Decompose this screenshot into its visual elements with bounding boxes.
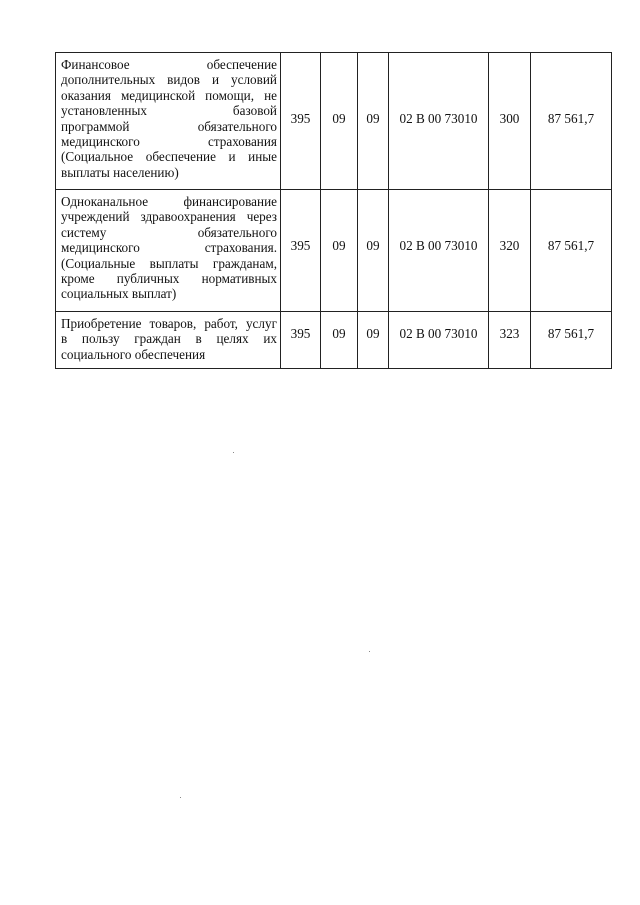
gr-code: 395 (290, 238, 311, 253)
expense-type-cell (489, 312, 531, 369)
subsection-cell (358, 312, 389, 369)
row-description (56, 312, 281, 369)
section-cell (321, 312, 358, 369)
table-row (56, 312, 612, 369)
expense-type-cell (489, 53, 531, 190)
table-row (56, 53, 612, 190)
scan-speck (180, 797, 181, 798)
scan-speck (233, 452, 234, 453)
subsection-cell (358, 53, 389, 190)
amount-cell (531, 190, 612, 312)
section-code: 09 (332, 326, 346, 341)
gr-code-cell (281, 190, 321, 312)
description-line: дополнительных видов и условий (61, 72, 277, 88)
section-code: 09 (332, 238, 346, 253)
row-description (56, 53, 281, 190)
description-line: Приобретение товаров, работ, услуг (61, 316, 277, 331)
amount-value: 87 561,7 (547, 238, 595, 253)
description-line: медицинского страхования. (61, 240, 277, 256)
description-line: социальных выплат) (61, 286, 177, 302)
expense-type-cell (489, 190, 531, 312)
subsection-cell (358, 190, 389, 312)
target-article-code: 02 В 00 73010 (399, 238, 478, 253)
description-line: медицинского страхования (61, 134, 277, 150)
description-line: в пользу граждан в целях их (61, 331, 277, 347)
subsection-code: 09 (366, 238, 380, 253)
budget-table (55, 52, 612, 369)
gr-code-cell (281, 312, 321, 369)
target-article-code: 02 В 00 73010 (399, 326, 478, 341)
gr-code: 395 (290, 111, 311, 126)
description-line: (Социальное обеспечение и иные (61, 149, 277, 165)
expense-type-code: 320 (499, 238, 520, 253)
target-article-cell (389, 312, 489, 369)
description-line: Одноканальное финансирование (61, 194, 277, 209)
description-line: программой обязательного (61, 118, 277, 134)
subsection-code: 09 (366, 111, 380, 126)
description-line: установленных базовой (61, 103, 277, 119)
description-line: Финансовое обеспечение (61, 57, 277, 72)
description-line: оказания медицинской помощи, не (61, 87, 277, 103)
target-article-cell (389, 53, 489, 190)
amount-cell (531, 53, 612, 190)
expense-type-code: 300 (499, 111, 520, 126)
description-line: учреждений здравоохранения через (61, 209, 277, 225)
scan-speck (369, 651, 370, 652)
gr-code-cell (281, 53, 321, 190)
target-article-cell (389, 190, 489, 312)
amount-value: 87 561,7 (547, 111, 595, 126)
row-description (56, 190, 281, 312)
description-line: кроме публичных нормативных (61, 271, 277, 287)
section-code: 09 (332, 111, 346, 126)
section-cell (321, 190, 358, 312)
target-article-code: 02 В 00 73010 (399, 111, 478, 126)
gr-code: 395 (290, 326, 311, 341)
description-line: (Социальные выплаты гражданам, (61, 255, 277, 271)
expense-type-code: 323 (499, 326, 520, 341)
table-row (56, 190, 612, 312)
subsection-code: 09 (366, 326, 380, 341)
amount-cell (531, 312, 612, 369)
amount-value: 87 561,7 (547, 326, 595, 341)
section-cell (321, 53, 358, 190)
description-line: систему обязательного (61, 224, 277, 240)
description-line: социального обеспечения (61, 346, 206, 362)
description-line: выплаты населению) (61, 164, 179, 180)
